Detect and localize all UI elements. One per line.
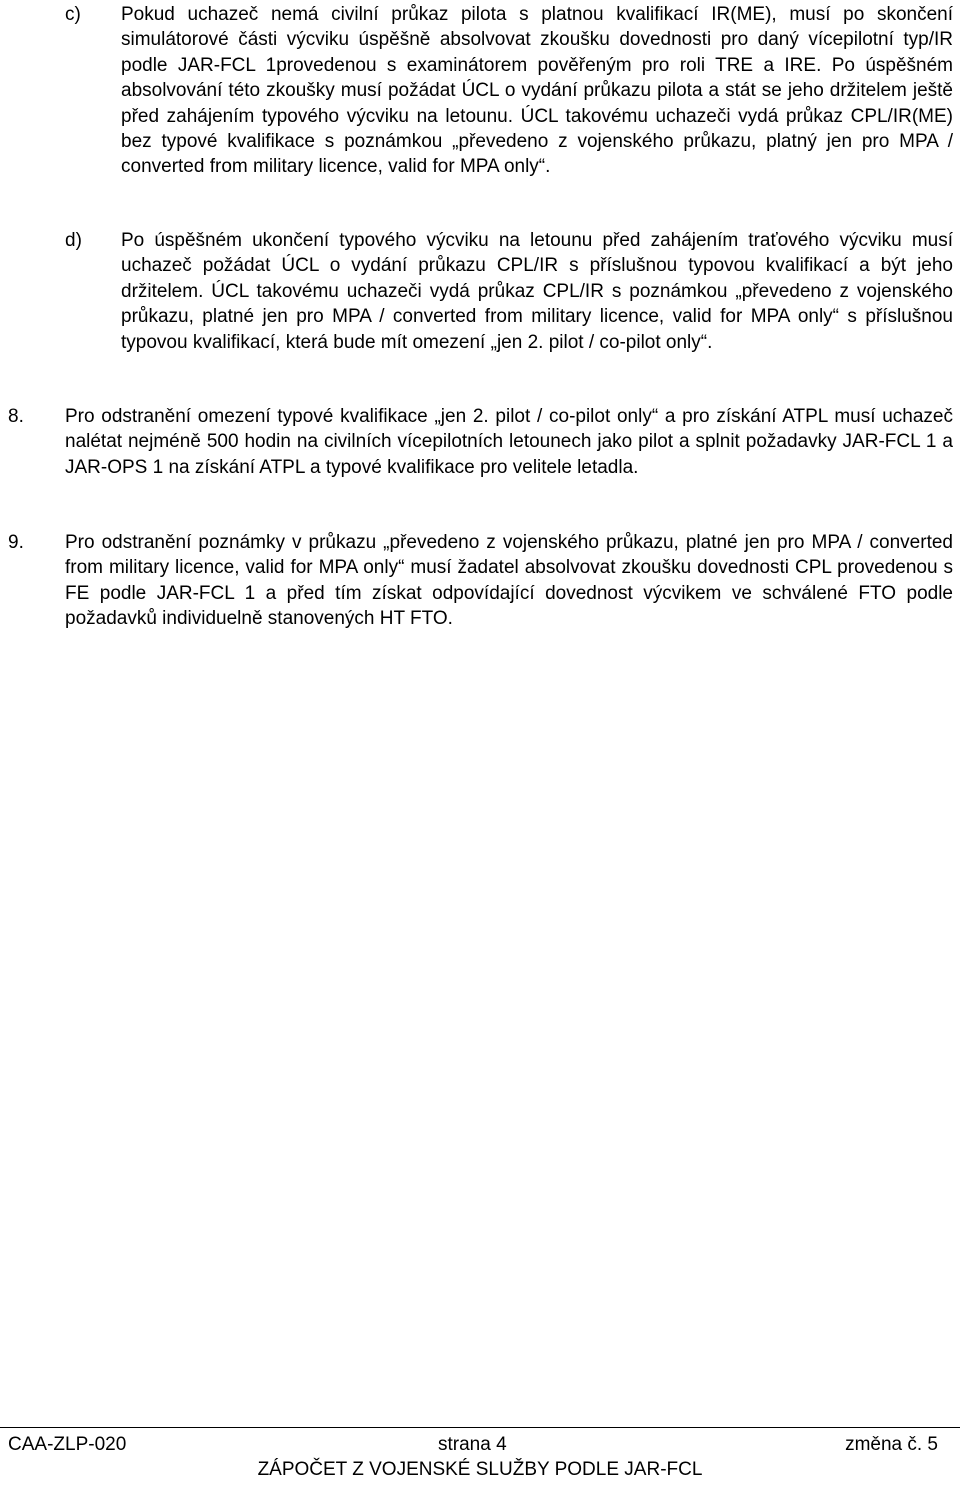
paragraph-text: Pokud uchazeč nemá civilní průkaz pilota s platnou kvalifikací IR(ME), musí po skončení simulátorové části výcviku úspěšně absolvovat zkoušku dovednosti pro daný vícepilotní typ/IR podle JAR-FCL 1provedenou s examinátorem pověřeným pro roli TRE a IRE. Po úspěšném absolvování této zkoušky musí požádat ÚCL o vydání průkazu pilota a stát se jeho držitelem ještě před zahájením typového výcviku na letounu. ÚCL takovému uchazeči vydá průkaz CPL/IR(ME) bez typové kvalifikace s poznámkou „převedeno z vojenského průkazu, platný jen pro MPA / converted from military licence, valid for MPA only“.: [121, 4, 953, 178]
paragraph-text: Po úspěšném ukončení typového výcviku na letounu před zahájením traťového výcviku musí uchazeč požádat ÚCL o vydání průkazu CPL/IR s příslušnou typovou kvalifikací a být jeho držitelem. ÚCL takovému uchazeči vydá průkaz CPL/IR s poznámkou „převedeno z vojenského průkazu, platné jen pro MPA / converted from military licence, valid for MPA only“ s příslušnou typovou kvalifikací, která bude mít omezení „jen 2. pilot / co-pilot only“.: [121, 230, 953, 353]
list-marker: 8.: [8, 406, 24, 427]
footer-page-number: strana 4: [438, 1434, 507, 1455]
page-footer: [0, 1427, 960, 1488]
list-marker: 9.: [8, 532, 24, 553]
paragraph: [65, 530, 953, 632]
list-marker: c): [65, 4, 81, 25]
footer-doc-code: CAA-ZLP-020: [8, 1434, 127, 1455]
paragraph: [65, 404, 953, 480]
paragraph: [121, 228, 953, 355]
paragraph-text: Pro odstranění poznámky v průkazu „převedeno z vojenského průkazu, platné jen pro MPA / converted from military licence, valid for MPA only“ musí žadatel absolvovat zkoušku dovednosti CPL provedenou s FE podle JAR-FCL 1 a před tím získat odpovídající dovednost výcvikem ve schválené FTO podle požadavků individuelně stanovených HT FTO.: [65, 532, 953, 630]
footer-title: ZÁPOČET Z VOJENSKÉ SLUŽBY PODLE JAR-FCL: [257, 1459, 703, 1480]
list-marker: d): [65, 230, 82, 251]
paragraph: [121, 2, 953, 180]
footer-change-number: změna č. 5: [845, 1434, 938, 1455]
paragraph-text: Pro odstranění omezení typové kvalifikace „jen 2. pilot / co-pilot only“ a pro získání ATPL musí uchazeč nalétat nejméně 500 hodin na civilních vícepilotních letounech jako pilot a splnit požadavky JAR-FCL 1 a JAR-OPS 1 na získání ATPL a typové kvalifikace pro velitele letadla.: [65, 406, 953, 478]
